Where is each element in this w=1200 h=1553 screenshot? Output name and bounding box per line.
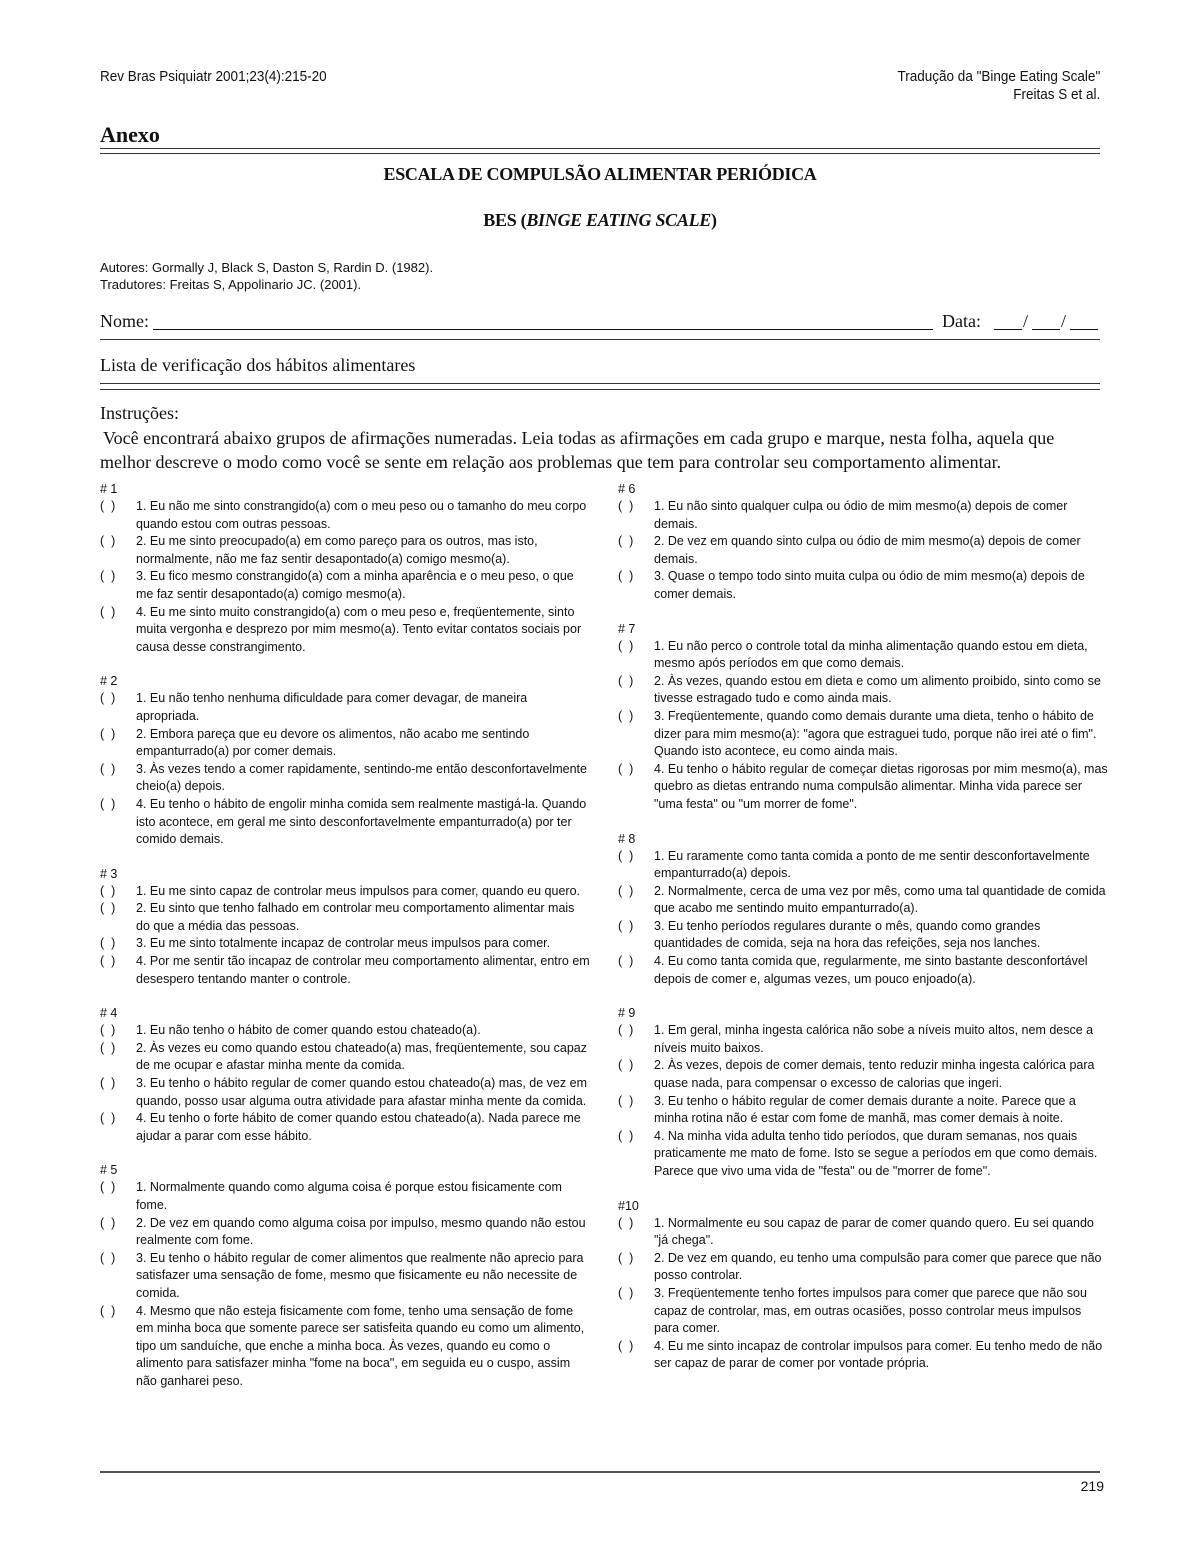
- name-rule: [100, 339, 1100, 340]
- date-day-field[interactable]: [994, 329, 1022, 330]
- answer-option: [618, 1093, 1108, 1128]
- answer-text: 2. De vez em quando como alguma coisa por impulso, mesmo quando não estou realmente com fome.: [136, 1215, 586, 1248]
- answer-option: [100, 1215, 590, 1250]
- answer-checkbox[interactable]: ( ): [618, 918, 634, 933]
- heading-rule-top: [100, 148, 1100, 149]
- question-group: [618, 481, 1108, 604]
- answer-checkbox[interactable]: ( ): [618, 1058, 634, 1073]
- answer-option: [618, 568, 1108, 603]
- answer-checkbox[interactable]: ( ): [100, 1111, 116, 1126]
- answer-text: 2. Normalmente, cerca de uma vez por mês, como uma tal quantidade de comida que acabo me sentindo muito empanturrado(a).: [654, 883, 1106, 916]
- answer-text: 1. Eu não me sinto constrangido(a) com o meu peso ou o tamanho do meu corpo quando estou com outras pessoas.: [136, 499, 587, 531]
- answer-text: 4. Eu tenho o hábito de engolir minha comida sem realmente mastigá-la. Quando isto acontece, em geral me sinto desconfortavelmente empanturrado(a) por ter comido demais.: [136, 796, 587, 847]
- answer-option: [100, 568, 590, 603]
- answer-text: 1. Em geral, minha ingesta calórica não sobe a níveis muito altos, nem desce a níveis muito baixos.: [654, 1023, 1094, 1055]
- article-authors: Freitas S et al.: [1012, 86, 1100, 103]
- answer-option: [100, 900, 590, 935]
- running-head: [897, 68, 1100, 104]
- checklist-title: Lista de verificação dos hábitos alimentares: [100, 355, 416, 375]
- answer-option: [100, 498, 590, 533]
- instructions-text: Você encontrará abaixo grupos de afirmações numeradas. Leia todas as afirmações em cada grupo e marque, nesta folha, aquela que melhor descreve o modo como você se sente em relação aos problemas que tem para controlar seu comportamento alimentar.: [100, 428, 1055, 472]
- question-group: [100, 481, 590, 656]
- answer-option: [100, 796, 590, 849]
- answer-checkbox[interactable]: ( ): [100, 796, 116, 811]
- answer-option: [100, 604, 590, 657]
- answer-option: [618, 708, 1108, 761]
- date-separator: /: [1061, 311, 1067, 331]
- answer-checkbox[interactable]: ( ): [618, 954, 634, 969]
- answer-option: [618, 1338, 1108, 1373]
- group-number: #10: [618, 1198, 639, 1213]
- answer-checkbox[interactable]: ( ): [618, 1285, 634, 1300]
- answer-text: 1. Eu não tenho nenhuma dificuldade para comer devagar, de maneira apropriada.: [136, 691, 528, 723]
- answer-option: [618, 673, 1108, 708]
- name-field[interactable]: [153, 329, 933, 330]
- answer-option: [618, 848, 1108, 883]
- answer-option: [618, 533, 1108, 568]
- answer-checkbox[interactable]: ( ): [618, 761, 634, 776]
- date-label: Data:: [942, 311, 981, 331]
- answer-checkbox[interactable]: ( ): [100, 1076, 116, 1091]
- answer-checkbox[interactable]: ( ): [100, 883, 116, 898]
- question-group: [618, 1005, 1108, 1180]
- answer-option: [618, 1128, 1108, 1181]
- answer-option: [100, 761, 590, 796]
- answer-option: [618, 1215, 1108, 1250]
- answer-text: 2. Às vezes, depois de comer demais, tento reduzir minha ingesta calórica para quase nada, para compensar o excesso de calorias que ingeri.: [654, 1058, 1095, 1091]
- answer-checkbox[interactable]: ( ): [618, 673, 634, 688]
- answer-option: [618, 953, 1108, 988]
- date-separator: /: [1023, 311, 1029, 331]
- answer-text: 4. Eu tenho o hábito regular de começar dietas rigorosas por mim mesmo(a), mas quebro as dietas entrando numa compulsão alimentar. Minha vida parece ser "uma festa" ou "um morrer de fome".: [654, 761, 1108, 811]
- answer-option: [618, 638, 1108, 673]
- group-number: # 2: [100, 674, 118, 689]
- question-group: [100, 1005, 590, 1145]
- credits: [100, 259, 433, 293]
- answer-option: [618, 1285, 1108, 1338]
- subtitle-abbrev: BES (: [483, 210, 527, 230]
- answer-checkbox[interactable]: ( ): [100, 499, 116, 513]
- answer-checkbox[interactable]: ( ): [100, 1250, 116, 1265]
- question-group: [618, 621, 1108, 814]
- answer-text: 4. Eu me sinto muito constrangido(a) com o meu peso e, freqüentemente, sinto muita vergonha e desprezo por mim mesmo(a). Tento evitar contatos sociais por causa desse constrangimento.: [136, 604, 582, 654]
- answer-option: [100, 953, 590, 988]
- answer-text: 1. Eu raramente como tanta comida a ponto de me sentir desconfortavelmente empanturrado(a) depois.: [654, 848, 1090, 881]
- answer-text: 3. Eu tenho o hábito regular de comer alimentos que realmente não aprecio para satisfazer uma sensação de fome, mesmo que fisicamente eu não necessite de comida.: [136, 1250, 584, 1300]
- date-month-field[interactable]: [1032, 329, 1060, 330]
- heading-rule-bottom: [100, 153, 1100, 154]
- journal-citation: Rev Bras Psiquiatr 2001;23(4):215-20: [100, 68, 327, 85]
- scale-subtitle: [100, 210, 1100, 231]
- answer-checkbox[interactable]: ( ): [618, 1215, 634, 1230]
- answer-checkbox[interactable]: ( ): [100, 726, 116, 741]
- translators-line: Tradutores: Freitas S, Appolinario JC. (2001).: [100, 277, 362, 292]
- authors-line: Autores: Gormally J, Black S, Daston S, Rardin D. (1982).: [100, 260, 434, 275]
- answer-text: 1. Normalmente quando como alguma coisa é porque estou fisicamente com fome.: [136, 1180, 562, 1212]
- answer-checkbox[interactable]: ( ): [618, 708, 634, 723]
- answer-option: [618, 1022, 1108, 1057]
- answer-checkbox[interactable]: ( ): [100, 936, 116, 951]
- questions-column-left: [100, 481, 590, 1408]
- group-number: # 6: [618, 482, 636, 496]
- answer-checkbox[interactable]: ( ): [100, 604, 116, 619]
- answer-text: 2. Às vezes eu como quando estou chateado(a) mas, freqüentemente, sou capaz de me ocupar e afastar minha mente da comida.: [136, 1040, 587, 1073]
- question-group: [100, 1162, 590, 1390]
- instructions-heading: Instruções:: [100, 403, 179, 423]
- answer-text: 1. Eu não perco o controle total da minha alimentação quando estou em dieta, mesmo após períodos em que como demais.: [654, 638, 1088, 671]
- answer-checkbox[interactable]: ( ): [100, 1040, 116, 1055]
- answer-checkbox[interactable]: ( ): [618, 569, 634, 584]
- group-number: # 5: [100, 1163, 118, 1178]
- answer-checkbox[interactable]: ( ): [618, 1250, 634, 1265]
- answer-text: 2. De vez em quando, eu tenho uma compulsão para comer que parece que não posso controlar.: [654, 1250, 1102, 1283]
- answer-checkbox[interactable]: ( ): [100, 1180, 116, 1195]
- group-number: # 3: [100, 866, 118, 881]
- answer-option: [618, 1057, 1108, 1092]
- answer-text: 4. Eu como tanta comida que, regularmente, me sinto bastante desconfortável depois de comer e, algumas vezes, um pouco enjoado(a).: [654, 954, 1088, 986]
- name-label: Nome:: [100, 311, 149, 331]
- answer-text: 2. Embora pareça que eu devore os alimentos, não acabo me sentindo empanturrado(a) por comer demais.: [136, 726, 530, 759]
- answer-text: 3. Freqüentemente, quando como demais durante uma dieta, tenho o hábito de dizer para mim mesmo(a): "agora que estraguei tudo, porque não irei até o fim". Quando isto acontece, eu como ainda mais.: [654, 708, 1097, 759]
- answer-checkbox[interactable]: ( ): [100, 534, 116, 549]
- answer-option: [100, 726, 590, 761]
- answer-text: 3. Às vezes tendo a comer rapidamente, sentindo-me então desconfortavelmente cheio(a) depois.: [136, 761, 587, 794]
- answer-text: 3. Eu tenho o hábito regular de comer quando estou chateado(a) mas, de vez em quando, posso usar alguma outra atividade para afastar minha mente da comida.: [136, 1076, 587, 1108]
- answer-text: 3. Eu tenho o hábito regular de comer demais durante a noite. Parece que a minha rotina não é estar com fome de manhã, mas comer demais à noite.: [654, 1093, 1076, 1126]
- answer-checkbox[interactable]: ( ): [100, 1023, 116, 1038]
- answer-option: [100, 1303, 590, 1391]
- question-group: [618, 831, 1108, 989]
- answer-option: [100, 1075, 590, 1110]
- page-number: 219: [1080, 1478, 1104, 1494]
- answer-checkbox[interactable]: ( ): [618, 848, 634, 863]
- article-title: Tradução da "Binge Eating Scale": [897, 68, 1100, 85]
- answer-text: 4. Eu me sinto incapaz de controlar impulsos para comer. Eu tenho medo de não ser capaz de parar de comer por vontade própria.: [654, 1338, 1103, 1371]
- answer-text: 1. Eu me sinto capaz de controlar meus impulsos para comer, quando eu quero.: [136, 883, 581, 898]
- answer-option: [100, 690, 590, 725]
- answer-checkbox[interactable]: ( ): [618, 534, 634, 549]
- answer-option: [100, 1040, 590, 1075]
- answer-text: 1. Eu não sinto qualquer culpa ou ódio de mim mesmo(a) depois de comer demais.: [654, 499, 1068, 531]
- answer-checkbox[interactable]: ( ): [100, 901, 116, 916]
- answer-checkbox[interactable]: ( ): [100, 1303, 116, 1318]
- answer-checkbox[interactable]: ( ): [618, 1338, 634, 1353]
- answer-text: 2. Eu me sinto preocupado(a) em como pareço para os outros, mas isto, normalmente, não me faz sentir desapontado(a) comigo mesmo(a).: [136, 534, 538, 566]
- subtitle-english: BINGE EATING SCALE: [526, 210, 711, 230]
- checklist-rule-top: [100, 383, 1100, 384]
- answer-checkbox[interactable]: ( ): [618, 1023, 634, 1038]
- answer-checkbox[interactable]: ( ): [618, 1093, 634, 1108]
- question-group: [100, 673, 590, 848]
- answer-option: [618, 761, 1108, 814]
- answer-checkbox[interactable]: ( ): [618, 638, 634, 653]
- answer-checkbox[interactable]: ( ): [100, 1215, 116, 1230]
- answer-checkbox[interactable]: ( ): [618, 499, 634, 513]
- answer-option: [618, 918, 1108, 953]
- answer-option: [100, 1250, 590, 1303]
- answer-checkbox[interactable]: ( ): [618, 883, 634, 898]
- answer-option: [100, 1110, 590, 1145]
- question-group: [618, 1198, 1108, 1373]
- group-number: # 1: [100, 482, 118, 496]
- answer-checkbox[interactable]: ( ): [100, 954, 116, 969]
- answer-text: 3. Eu tenho períodos regulares durante o mês, quando como grandes quantidades de comida, seja na hora das refeições, seja nos lanches.: [654, 918, 1041, 951]
- answer-option: [618, 1250, 1108, 1285]
- answer-text: 3. Eu me sinto totalmente incapaz de controlar meus impulsos para comer.: [136, 936, 551, 951]
- question-group: [100, 866, 590, 989]
- answer-checkbox[interactable]: ( ): [618, 1128, 634, 1143]
- annex-heading: Anexo: [100, 122, 160, 147]
- date-year-field[interactable]: [1070, 329, 1098, 330]
- name-date-row: [100, 311, 1100, 335]
- answer-text: 1. Normalmente eu sou capaz de parar de comer quando quero. Eu sei quando "já chega".: [654, 1215, 1094, 1248]
- answer-text: 2. Às vezes, quando estou em dieta e como um alimento proibido, sinto como se tivesse estragado tudo e como ainda mais.: [654, 673, 1101, 706]
- answer-text: 3. Eu fico mesmo constrangido(a) com a minha aparência e o meu peso, o que me faz sentir desapontado(a) comigo mesmo(a).: [136, 569, 574, 601]
- answer-option: [100, 533, 590, 568]
- answer-text: 3. Quase o tempo todo sinto muita culpa ou ódio de mim mesmo(a) depois de comer demais.: [654, 569, 1085, 601]
- answer-checkbox[interactable]: ( ): [100, 761, 116, 776]
- answer-text: 1. Eu não tenho o hábito de comer quando estou chateado(a).: [136, 1023, 481, 1038]
- subtitle-close: ): [710, 210, 717, 230]
- answer-option: [100, 883, 590, 901]
- answer-option: [100, 935, 590, 953]
- answer-option: [618, 883, 1108, 918]
- group-number: # 9: [618, 1006, 636, 1021]
- group-number: # 4: [100, 1006, 118, 1021]
- group-number: # 7: [618, 621, 636, 636]
- questions-column-right: [618, 481, 1108, 1390]
- answer-option: [100, 1022, 590, 1040]
- answer-option: [100, 1179, 590, 1214]
- answer-text: 4. Por me sentir tão incapaz de controlar meu comportamento alimentar, entro em desespero tentando manter o controle.: [136, 954, 590, 986]
- answer-text: 3. Freqüentemente tenho fortes impulsos para comer que parece que não sou capaz de controlar, mas, em outras ocasiões, posso controlar meus impulsos para comer.: [654, 1285, 1087, 1336]
- answer-option: [618, 498, 1108, 533]
- answer-checkbox[interactable]: ( ): [100, 691, 116, 706]
- answer-text: 4. Eu tenho o forte hábito de comer quando estou chateado(a). Nada parece me ajudar a parar com esse hábito.: [136, 1111, 581, 1143]
- group-number: # 8: [618, 831, 636, 846]
- answer-text: 4. Mesmo que não esteja fisicamente com fome, tenho uma sensação de fome em minha boca que somente parece ser satisfeita quando eu como um alimento, tipo um sanduíche, que enche a minha boca. Às vezes, quando eu como o alimento para satisfazer minha "fome na boca", em seguida eu o cuspo, assim não ganharei peso.: [136, 1303, 585, 1388]
- answer-text: 2. Eu sinto que tenho falhado em controlar meu comportamento alimentar mais do que a média das pessoas.: [136, 901, 575, 933]
- scale-title: ESCALA DE COMPULSÃO ALIMENTAR PERIÓDICA: [383, 164, 817, 184]
- footer-rule: [100, 1471, 1100, 1473]
- checklist-rule-bottom: [100, 389, 1100, 390]
- answer-checkbox[interactable]: ( ): [100, 569, 116, 584]
- answer-text: 4. Na minha vida adulta tenho tido períodos, que duram semanas, nos quais praticamente me mato de fome. Isto se segue a períodos em que como demais. Parece que vivo uma vida de "festa" ou de "morrer de fome".: [654, 1128, 1098, 1178]
- answer-text: 2. De vez em quando sinto culpa ou ódio de mim mesmo(a) depois de comer demais.: [654, 534, 1081, 566]
